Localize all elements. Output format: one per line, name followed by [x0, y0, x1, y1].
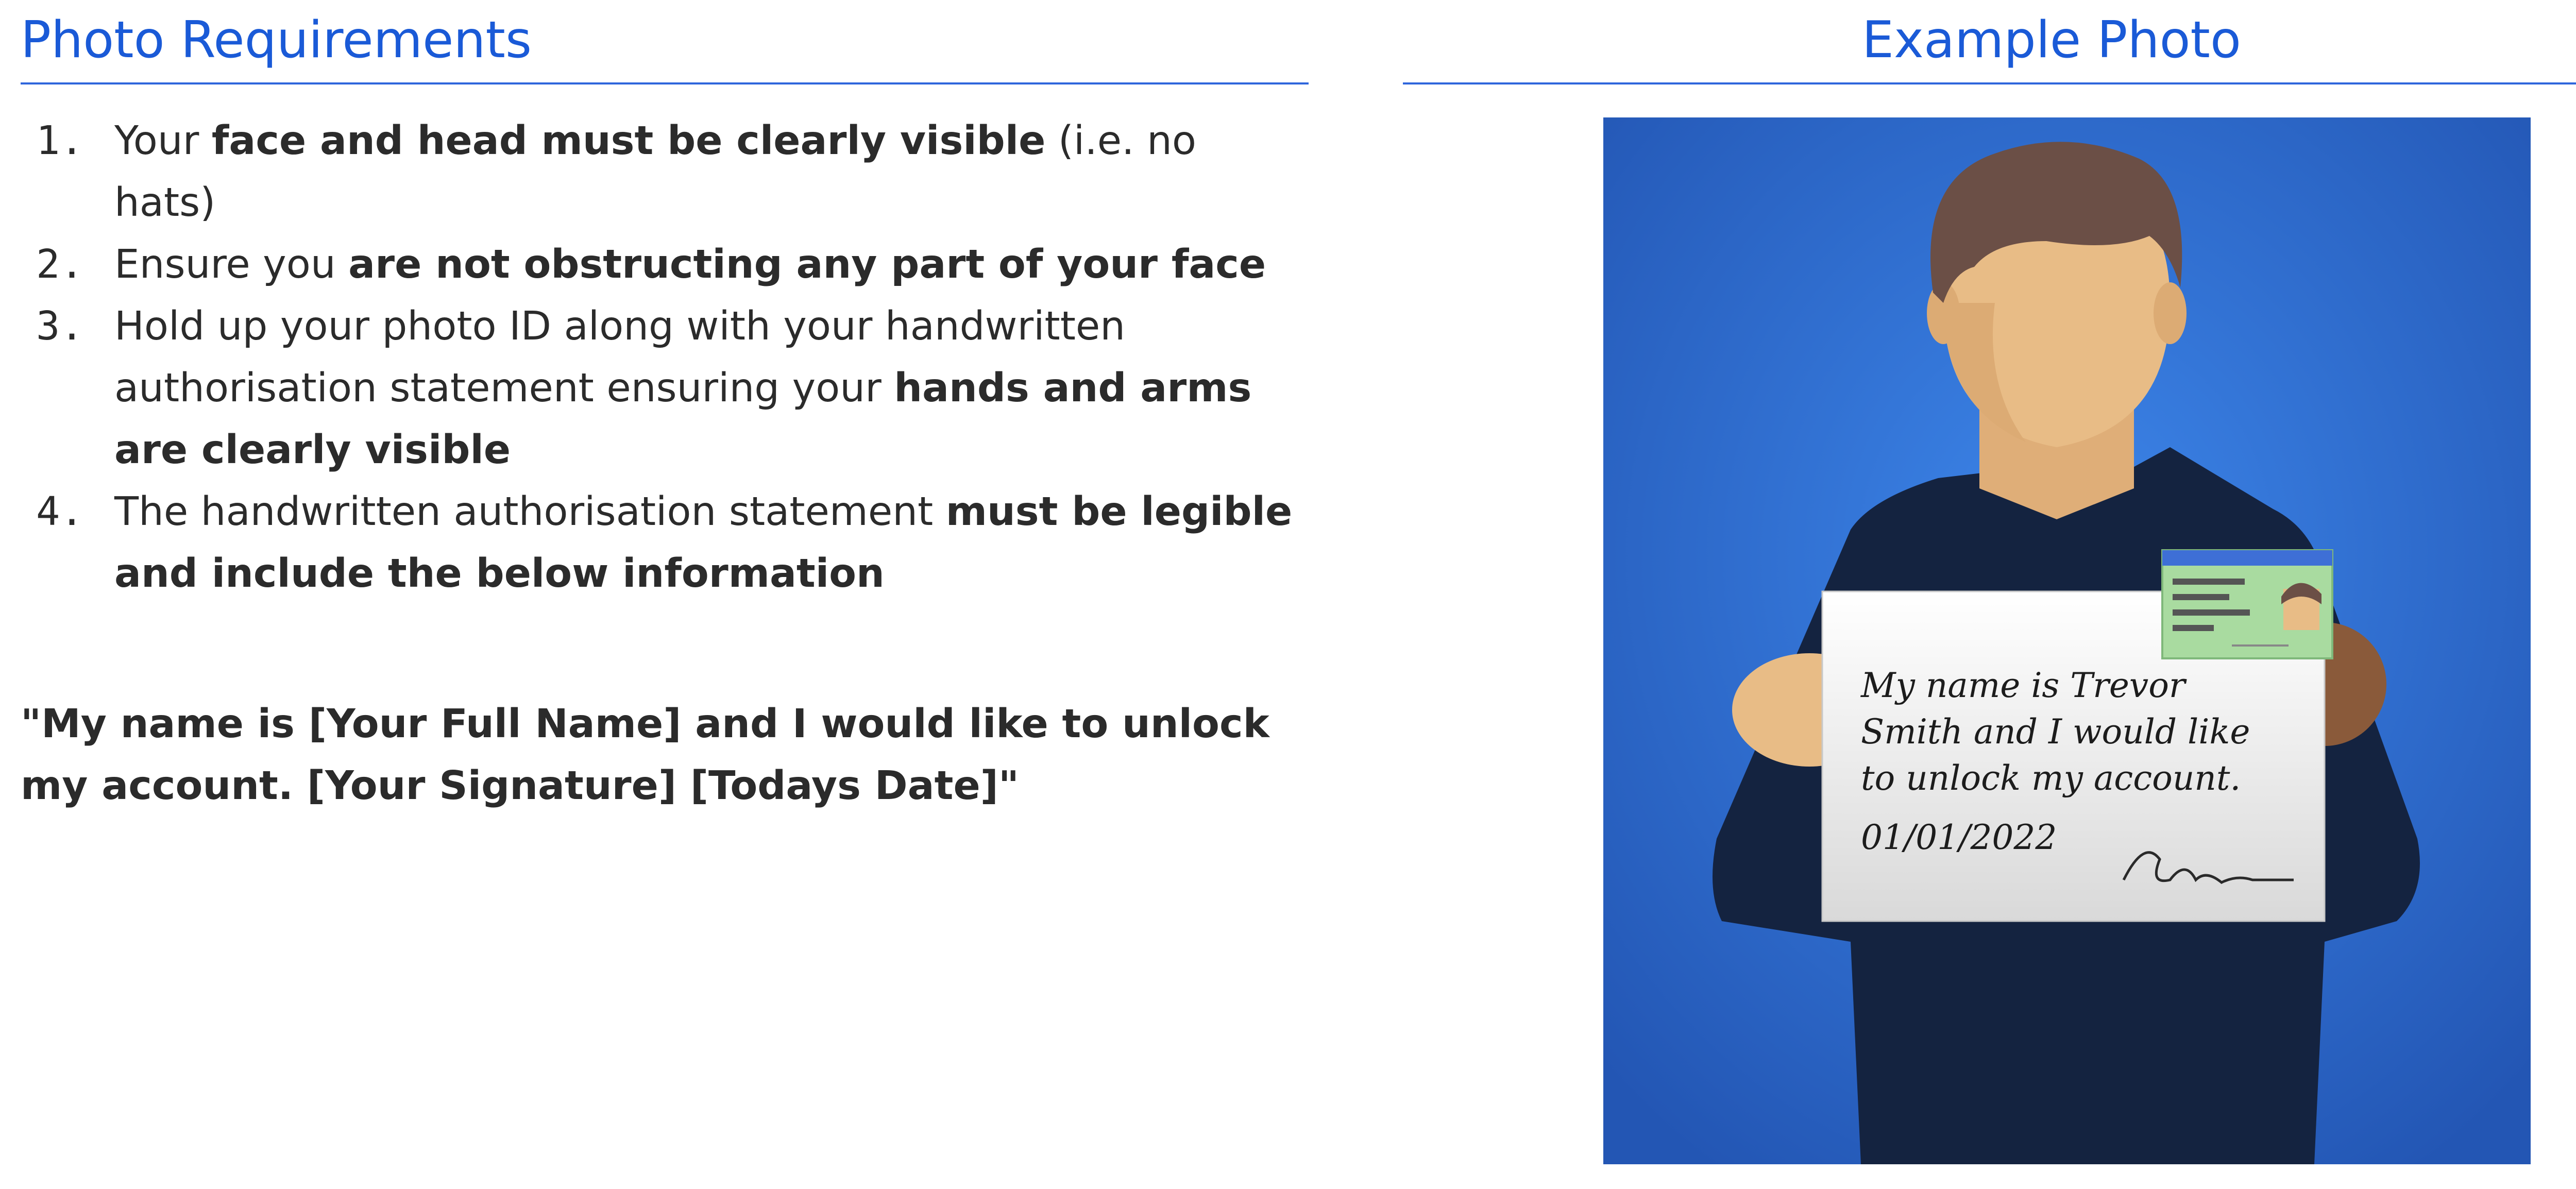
requirement-emphasis: are not obstructing any part of your face [348, 242, 1266, 287]
requirements-heading: Photo Requirements [21, 9, 1309, 84]
requirement-item [21, 481, 1309, 605]
requirement-text [114, 296, 1309, 481]
requirement-number: 2. [36, 242, 84, 287]
requirement-fragment: Ensure you [114, 242, 349, 287]
requirement-number: 1. [36, 118, 84, 164]
requirement-fragment: Hold up your photo ID along with your handwritten authorisation statement ensuring your [114, 303, 1126, 411]
example-photo [1603, 117, 2531, 1164]
requirement-text [114, 481, 1309, 605]
person-ear-right [2154, 282, 2187, 344]
requirement-emphasis: must be legible and include the below information [114, 489, 1293, 597]
sign-line: to unlock my account. [1861, 758, 2241, 798]
requirement-emphasis: face and head must be clearly visible [211, 118, 1046, 164]
requirement-item [21, 296, 1309, 481]
requirements-panel [21, 9, 1309, 817]
requirement-item [21, 110, 1309, 234]
sign-line: Smith and I would like [1861, 712, 2250, 752]
statement-template: "My name is [Your Full Name] and I would like to unlock my account. [Your Signature] [Todays Date]" [21, 701, 1269, 809]
example-photo-illustration [1603, 117, 2531, 1164]
sign-line: My name is Trevor [1861, 666, 2185, 705]
requirement-number: 3. [36, 303, 84, 349]
example-photo-heading: Example Photo [1403, 9, 2576, 84]
requirement-fragment: Your [114, 118, 212, 164]
requirement-emphasis: hands and arms are clearly visible [114, 365, 1252, 473]
requirements-list [21, 110, 1309, 605]
requirement-item [21, 234, 1309, 296]
example-panel [1403, 9, 2576, 84]
requirement-fragment: The handwritten authorisation statement [114, 489, 946, 535]
photo-id-card [2162, 550, 2332, 658]
requirement-fragment: (i.e. no hats) [114, 118, 1197, 226]
sign-date: 01/01/2022 [1861, 818, 2057, 857]
requirement-number: 4. [36, 489, 84, 535]
requirement-text [114, 110, 1309, 234]
requirement-text [114, 234, 1309, 296]
